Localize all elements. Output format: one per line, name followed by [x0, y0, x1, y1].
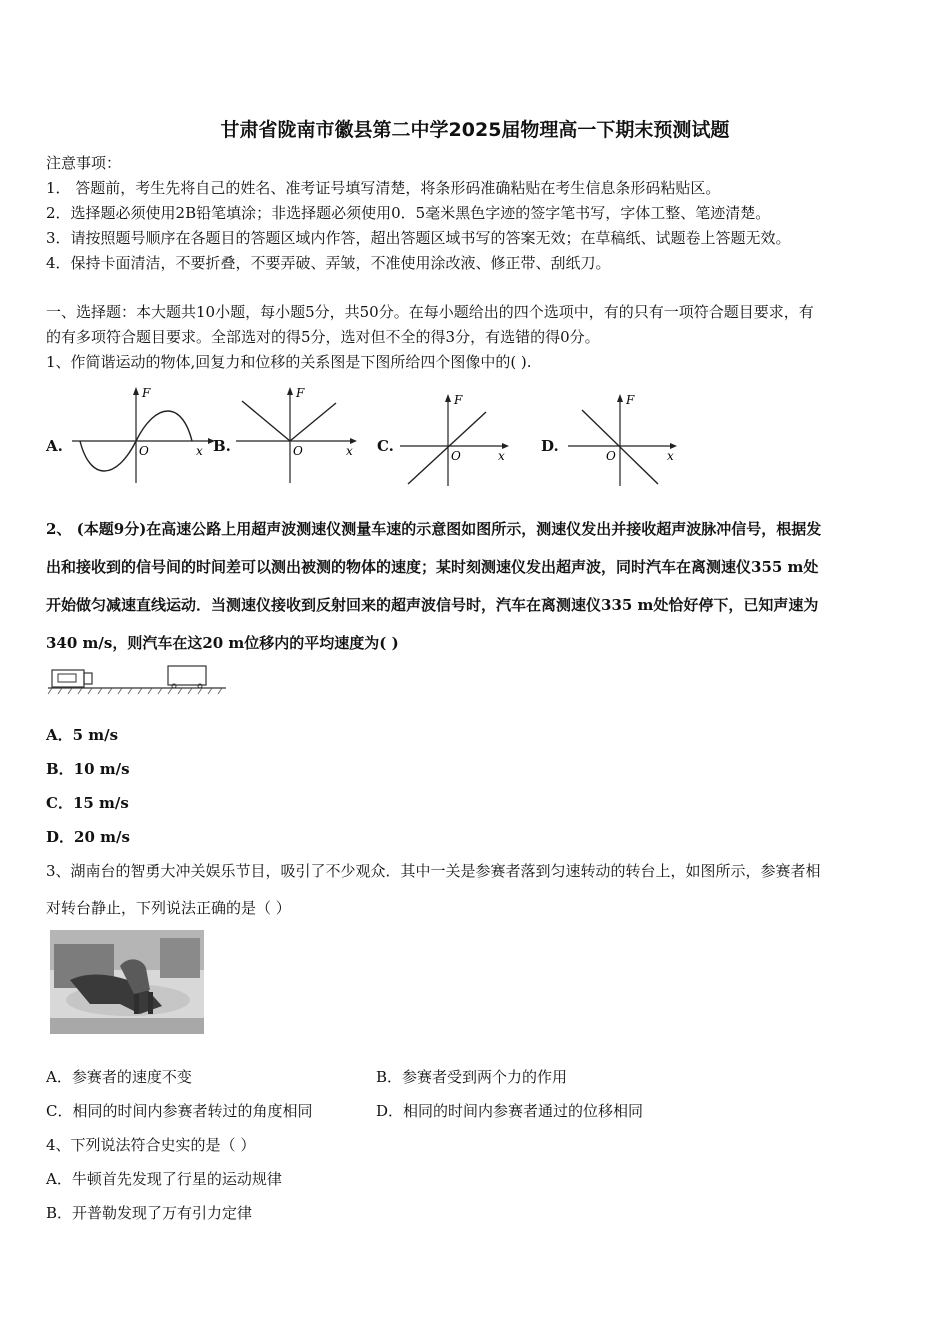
- page-title: 甘肃省陇南市徽县第二中学2025届物理高一下期末预测试题: [220, 119, 730, 141]
- notice-item: 4．保持卡面清洁，不要折叠，不要弄破、弄皱，不准使用涂改液、修正带、刮纸刀。: [46, 254, 611, 272]
- q4-option-b[interactable]: B．开普勒发现了万有引力定律: [46, 1204, 253, 1222]
- speed-meter-device: [52, 670, 84, 687]
- notice-item: 1． 答题前，考生先将自己的姓名、准考证号填写清楚，将条形码准确粘贴在考生信息条形码粘贴区。: [46, 179, 721, 197]
- notice-heading: 注意事项：: [46, 154, 122, 172]
- origin-label: O: [606, 449, 616, 463]
- q4-option-a[interactable]: A．牛顿首先发现了行星的运动规律: [46, 1170, 282, 1188]
- q2-stem-line: 开始做匀减速直线运动．当测速仪接收到反射回来的超声波信号时，汽车在离测速仪335 m处恰好停下，已知声速为: [46, 596, 819, 614]
- q3-stem-line: 对转台静止，下列说法正确的是（ ）: [46, 899, 291, 917]
- q1-graph-b[interactable]: [232, 383, 362, 488]
- q1-graph-a[interactable]: [68, 383, 218, 488]
- q2-option-d[interactable]: D．20 m/s: [46, 828, 130, 846]
- q3-option-a[interactable]: A．参赛者的速度不变: [46, 1068, 192, 1086]
- q1-stem: 1、作简谐运动的物体,回复力和位移的关系图是下图所给四个图像中的( ).: [46, 353, 532, 371]
- origin-label: O: [139, 444, 149, 458]
- q2-stem-line: 340 m/s，则汽车在这20 m位移内的平均速度为( ): [46, 634, 399, 652]
- axis-x-label: x: [196, 444, 203, 458]
- axis-x-label: x: [346, 444, 353, 458]
- turntable-photo: [50, 930, 204, 1034]
- section-heading-cont: 的有多项符合题目要求。全部选对的得5分，选对但不全的得3分，有选错的得0分。: [46, 328, 600, 346]
- q1-graph-c[interactable]: [396, 390, 516, 490]
- origin-label: O: [293, 444, 303, 458]
- q1-option-d-label: D.: [541, 437, 559, 455]
- axis-f-label: F: [626, 393, 635, 407]
- origin-label: O: [451, 449, 461, 463]
- q2-option-c[interactable]: C．15 m/s: [46, 794, 129, 812]
- q1-option-c-label: C.: [377, 437, 394, 455]
- q3-option-c[interactable]: C．相同的时间内参赛者转过的角度相同: [46, 1102, 313, 1120]
- car-body: [168, 666, 206, 685]
- axis-x-label: x: [667, 449, 674, 463]
- q4-stem: 4、下列说法符合史实的是（ ）: [46, 1136, 256, 1154]
- q3-option-d[interactable]: D．相同的时间内参赛者通过的位移相同: [376, 1102, 644, 1120]
- notice-item: 3．请按照题号顺序在各题目的答题区域内作答，超出答题区域书写的答案无效；在草稿纸、试题卷上答题无效。: [46, 229, 791, 247]
- q3-stem-line: 3、湖南台的智勇大冲关娱乐节目，吸引了不少观众．其中一关是参赛者落到匀速转动的转台上，如图所示，参赛者相: [46, 862, 821, 880]
- section-heading: 一、选择题：本大题共10小题，每小题5分，共50分。在每小题给出的四个选项中，有的只有一项符合题目要求，有: [46, 303, 814, 321]
- q1-graph-d[interactable]: [564, 390, 684, 490]
- speed-meter-diagram: [46, 662, 231, 696]
- q3-option-b[interactable]: B．参赛者受到两个力的作用: [376, 1068, 568, 1086]
- q2-stem-line: 出和接收到的信号间的时间差可以测出被测的物体的速度；某时刻测速仪发出超声波，同时汽车在离测速仪355 m处: [46, 558, 819, 576]
- axis-f-label: F: [454, 393, 463, 407]
- axis-x-label: x: [498, 449, 505, 463]
- axis-f-label: F: [142, 386, 151, 400]
- q1-option-b-label: B.: [213, 437, 231, 455]
- q2-stem-line: 2、 (本题9分)在高速公路上用超声波测速仪测量车速的示意图如图所示，测速仪发出并接收超声波脉冲信号，根据发: [46, 520, 822, 538]
- q2-option-a[interactable]: A．5 m/s: [46, 726, 119, 744]
- q1-option-a-label: A.: [46, 437, 63, 455]
- notice-item: 2．选择题必须使用2B铅笔填涂；非选择题必须使用0．5毫米黑色字迹的签字笔书写，字体工整、笔迹清楚。: [46, 204, 771, 222]
- q2-option-b[interactable]: B．10 m/s: [46, 760, 130, 778]
- axis-f-label: F: [296, 386, 305, 400]
